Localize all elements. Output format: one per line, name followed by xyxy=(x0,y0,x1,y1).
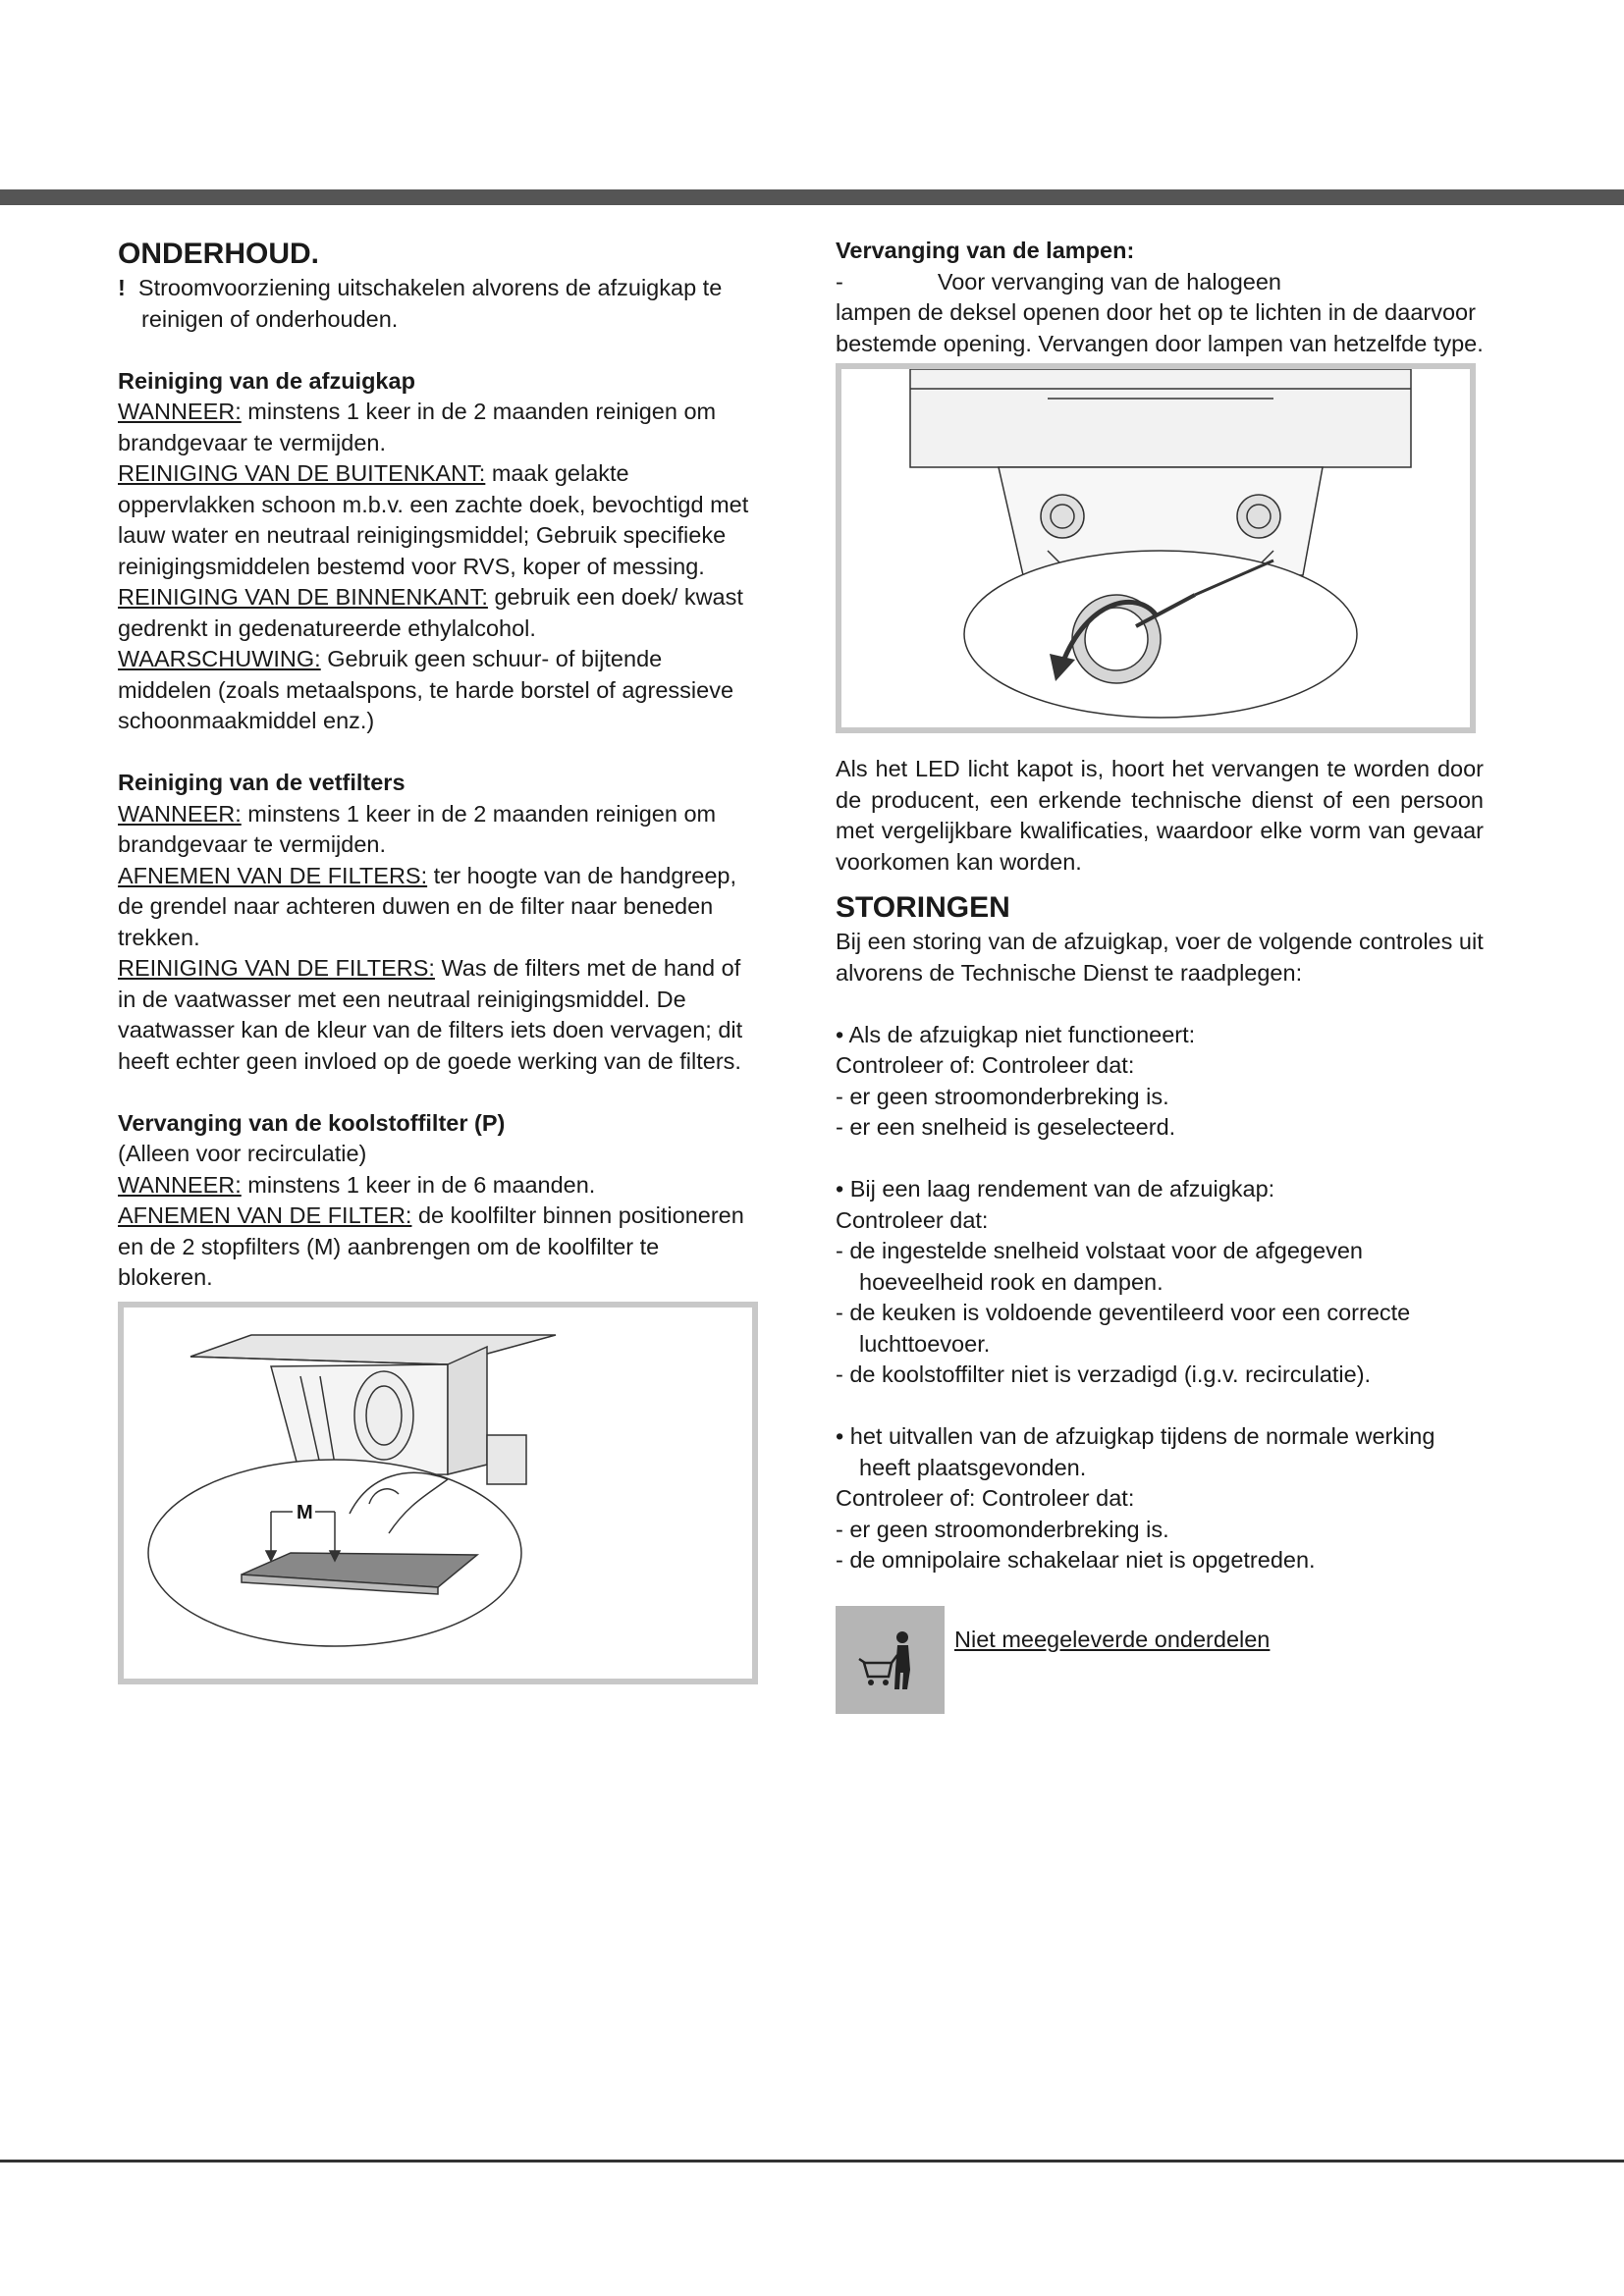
carbon-when: WANNEER: minstens 1 keer in de 6 maanden. xyxy=(118,1171,596,1198)
header-bar xyxy=(0,189,1624,205)
lamps-text: lampen de deksel openen door het op te lichten in de daarvoor bestemde opening. Vervangen door lampen van hetzelfde type. xyxy=(836,299,1484,356)
left-column xyxy=(118,236,756,1684)
lamp-replacement-illustration xyxy=(841,369,1470,727)
parts-note xyxy=(836,1606,1484,1714)
lamps-first-line: - Voor vervanging van de halogeen xyxy=(836,268,1281,294)
hood-inside: REINIGING VAN DE BINNENKANT: gebruik een doek/ kwast gedrenkt in gedenatureerde ethylalcohol. xyxy=(118,584,743,641)
fault-group-2-check: Controleer dat: xyxy=(836,1206,989,1233)
faults-title: STORINGEN xyxy=(836,891,1010,924)
grease-filters-heading: Reiniging van de vetfilters xyxy=(118,770,406,795)
carbon-filter-figure xyxy=(118,1302,758,1684)
fault-group-3-item: - de omnipolaire schakelaar niet is opgetreden. xyxy=(836,1547,1316,1573)
led-text: Als het LED licht kapot is, hoort het vervangen te worden door de producent, een erkende technische dienst of een persoon met vergelijkbare kwalificaties, waardoor elke vorm van gevaar voorkomen kan worden. xyxy=(836,756,1484,875)
footer-rule xyxy=(0,2160,1624,2163)
grease-when: WANNEER: minstens 1 keer in de 2 maanden reinigen om brandgevaar te vermijden. xyxy=(118,800,717,857)
faults-intro: Bij een storing van de afzuigkap, voer de volgende controles uit alvorens de Technische Dienst te raadplegen: xyxy=(836,929,1484,986)
shopping-cart-icon xyxy=(836,1606,945,1714)
fault-group-2-title: • Bij een laag rendement van de afzuigkap: xyxy=(836,1176,1275,1201)
power-warning: ! Stroomvoorziening uitschakelen alvorens de afzuigkap te reinigen of onderhouden. xyxy=(118,275,723,332)
right-column xyxy=(836,236,1484,1714)
stop-filter-label: M xyxy=(297,1501,313,1523)
carbon-note: (Alleen voor recirculatie) xyxy=(118,1141,367,1166)
fault-group-3-title: • het uitvallen van de afzuigkap tijdens de normale werking heeft plaatsgevonden. xyxy=(836,1423,1435,1480)
fault-group-2-item: - de koolstoffilter niet is verzadigd (i.g.v. recirculatie). xyxy=(836,1362,1372,1387)
fault-group-2-item: - de ingestelde snelheid volstaat voor de afgegeven hoeveelheid rook en dampen. xyxy=(836,1238,1363,1295)
hood-cleaning-heading: Reiniging van de afzuigkap xyxy=(118,367,415,394)
hood-warning: WAARSCHUWING: Gebruik geen schuur- of bijtende middelen (zoals metaalspons, te harde borstel of agressieve schoonmaakmiddel enz.) xyxy=(118,646,734,733)
fault-group-1-title: • Als de afzuigkap niet functioneert: xyxy=(836,1021,1196,1047)
fault-group-3-check: Controleer of: Controleer dat: xyxy=(836,1485,1135,1511)
carbon-filter-heading: Vervanging van de koolstoffilter (P) xyxy=(118,1109,506,1136)
warning-mark: ! xyxy=(118,275,126,300)
lamp-replacement-figure xyxy=(836,363,1476,733)
fault-group-1-item: - er geen stroomonderbreking is. xyxy=(836,1083,1169,1109)
hood-outside: REINIGING VAN DE BUITENKANT: maak gelakte oppervlakken schoon m.b.v. een zachte doek, bevochtigd met lauw water en neutraal reinigingsmiddel; Gebruik specifieke reinigingsmiddelen bestemd voor RVS, koper of messing. xyxy=(118,460,749,579)
maintenance-title: ONDERHOUD. xyxy=(118,238,320,270)
grease-remove: AFNEMEN VAN DE FILTERS: ter hoogte van de handgreep, de grendel naar achteren duwen en de filter naar beneden trekken. xyxy=(118,862,737,950)
carbon-filter-illustration xyxy=(124,1308,752,1679)
fault-group-3-item: - er geen stroomonderbreking is. xyxy=(836,1516,1169,1542)
hood-when: WANNEER: minstens 1 keer in de 2 maanden reinigen om brandgevaar te vermijden. xyxy=(118,399,717,455)
fault-group-1-item: - er een snelheid is geselecteerd. xyxy=(836,1114,1176,1140)
fault-group-2-item: - de keuken is voldoende geventileerd voor een correcte luchttoevoer. xyxy=(836,1300,1411,1357)
fault-group-1-check: Controleer of: Controleer dat: xyxy=(836,1052,1135,1078)
lamps-heading: Vervanging van de lampen: xyxy=(836,238,1135,263)
parts-note-label: Niet meegeleverde onderdelen xyxy=(954,1626,1271,1652)
grease-clean: REINIGING VAN DE FILTERS: Was de filters met de hand of in de vaatwasser met een neutraal reinigingsmiddel. De vaatwasser kan de kleur van de filters iets doen vervagen; dit heeft echter geen invloed op de goede werking van de filters. xyxy=(118,955,743,1074)
carbon-remove: AFNEMEN VAN DE FILTER: de koolfilter binnen positioneren en de 2 stopfilters (M) aanbrengen om de koolfilter te blokeren. xyxy=(118,1202,744,1290)
